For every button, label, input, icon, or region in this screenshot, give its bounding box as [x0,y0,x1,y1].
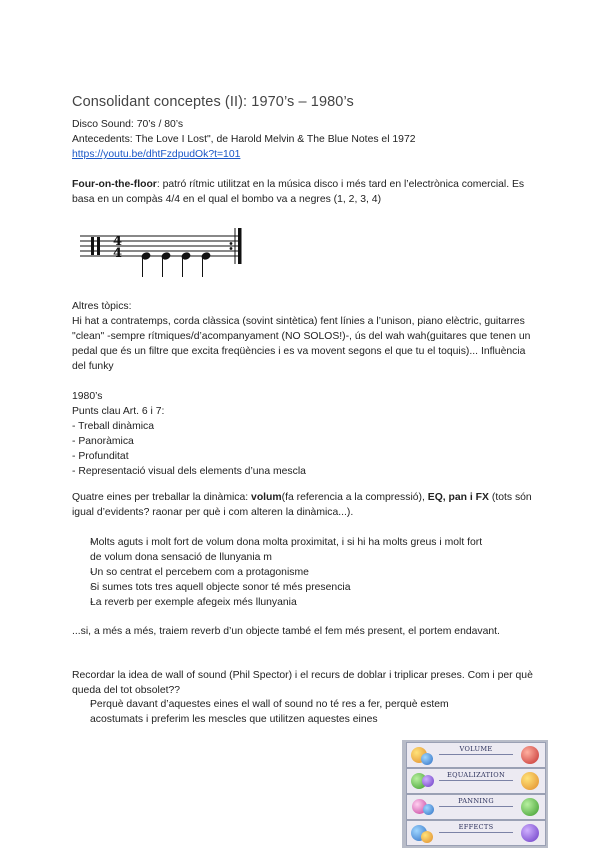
quatre-volum: volum [251,492,282,503]
percussion-clef-left [91,237,94,255]
list-item: - Si sumes tots tres aquell objecte sonor té més presencia [90,580,490,595]
conclusion-paragraph: ...si, a més a més, traiem reverb d’un objecte també el fem més present, el portem endavant. [72,626,500,637]
list-item: - Molts aguts i molt fort de volum dona molta proximitat, i si hi ha molts greus i molt fort de volum dona sensació de llunyania m [90,535,490,565]
thumbnail-row-panning [406,794,546,820]
time-signature-top: 4 [113,234,123,249]
quatre-mid: (fa referencia a la compressió), [281,492,428,503]
thumbnail-label: PANNING [458,797,494,805]
altres-topics-block [72,299,542,374]
dynamics-bullet-list [90,535,490,610]
youtube-link[interactable]: https://youtu.be/dhtFzdpudOk?t=101 [72,149,241,160]
list-item: - Perquè davant d’aquestes eines el wall of sound no té res a fer, perquè estem acostumats i preferim les mescles que utilitzen aquestes eines [90,697,470,727]
altres-heading: Altres tòpics: [72,301,132,312]
intro-block [72,117,542,162]
four-on-floor-term: Four-on-the-floor [72,179,157,190]
intro-line-disco: Disco Sound: 70’s / 80’s [72,119,184,130]
percussion-clef-right [97,237,100,255]
list-item: - La reverb per exemple afegeix més llunyania [90,595,490,610]
thumbnail-label: EQUALIZATION [446,771,506,779]
list-item: - Un so centrat el percebem com a protagonisme [90,565,490,580]
thumbnail-row-effects [406,820,546,846]
eighties-item: - Treball dinàmica [72,421,155,432]
intro-line-antecedents: Antecedents: The Love I Lost", de Harold Melvin & The Blue Notes el 1972 [72,134,416,145]
eighties-block [72,389,542,479]
thumbnail-row-volume [406,742,546,768]
thumbnail-label: EFFECTS [458,823,494,831]
thumbnail-label: VOLUME [459,745,493,753]
quatre-post: (tots són igual d’evidents? raonar per què i com alteren la dinàmica...). [72,492,532,518]
wall-bullet-list [90,697,470,727]
quatre-eines-paragraph [72,490,532,520]
four-on-floor-paragraph [72,177,542,207]
page-title: Consolidant conceptes (II): 1970’s – 1980’s [72,94,354,110]
eighties-subheading: Punts clau Art. 6 i 7: [72,406,165,417]
four-on-floor-notation [80,222,250,282]
eighties-item: - Representació visual dels elements d’una mescla [72,466,306,477]
thumbnail-row-equalization [406,768,546,794]
time-signature-bottom: 4 [113,246,123,261]
four-on-floor-text: : patró rítmic utilitzat en la música disco i més tard en l’electrònica comercial. Es basa en un compàs 4/4 en el qual el bombo va a negres (1, 2, 3, 4) [72,179,525,205]
altres-text: Hi hat a contratemps, corda clàssica (sovint sintètica) fent línies a l’unison, piano elèctric, guitarres "clean" -sempre rítmiques/d’acompanyament (NO SOLOS!)-, ús del wah wah(guitares que tenen un pedal que és un filtre que excita freqüències i es va movent segons el que tu el toquis)... Influència del funky [72,316,531,372]
eighties-heading: 1980’s [72,391,103,402]
eighties-item: - Panoràmica [72,436,134,447]
wall-of-sound-paragraph: Recordar la idea de wall of sound (Phil Spector) i el recurs de doblar i triplicar preses. Com i per què queda del tot obsolet?? [72,670,533,696]
quatre-eq-pan-fx: EQ, pan i FX [427,492,489,503]
quatre-pre: Quatre eines per treballar la dinàmica: [72,492,252,503]
mix-tools-thumbnail [402,740,548,848]
eighties-item: - Profunditat [72,451,129,462]
